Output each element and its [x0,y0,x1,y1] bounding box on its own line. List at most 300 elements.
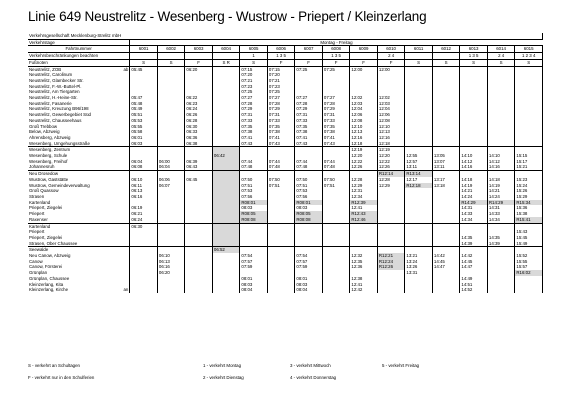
table-cell: F [295,59,323,66]
table-cell: 6014 [487,46,515,53]
table-cell: Fahrtnummer [28,46,130,53]
table-cell: 12:10 [350,124,378,130]
table-cell: 08:04 [240,287,268,293]
stop-name: Kleinzerlang, Kita [29,281,64,287]
stop-name: Neustrelitz, Chausseehaus [29,117,82,123]
table-cell: 12:06 [350,112,378,118]
table-cell: 05:48 [130,101,158,107]
table-cell: 14:21 [487,188,515,194]
table-cell: 15:21 [515,164,543,170]
stop-name: Neustrelitz, H.-Heine-Str. [29,95,78,101]
table-cell: Verkehrsbeschränkungen beachten [28,53,130,60]
table-cell: 12:57 [405,159,433,165]
table-cell: 15:45 [515,235,543,241]
stop-name: Wesenberg, Zentrum [29,147,71,153]
table-cell: 12:16 [377,135,405,141]
table-cell [157,53,185,60]
table-cell: 07:50 [322,177,350,183]
table-cell: 08:04 [295,287,323,293]
table-cell: 08:01 [295,276,323,282]
table-cell: F [185,59,213,66]
table-cell: 07:43 [322,141,350,147]
table-cell: 14:33 [460,211,488,217]
table-cell: R15:34 [515,200,543,206]
table-cell: 06:04 [130,159,158,165]
table-cell: 06:30 [130,223,158,229]
table-cell: 07:43 [295,141,323,147]
table-cell: 15:49 [515,241,543,247]
table-cell: 07:25 [240,89,268,95]
stop-name: Strasen, Ober Chaussee [29,240,78,246]
table-cell: 12:02 [350,95,378,101]
table-cell: S [515,59,543,66]
table-cell: S [405,59,433,66]
table-cell: R12:43 [350,211,378,217]
table-cell: 12:29 [377,183,405,189]
table-cell [487,287,515,293]
table-cell: 6012 [432,46,460,53]
table-cell: 07:28 [240,101,268,107]
table-cell: 06:11 [130,183,158,189]
table-cell: 06:39 [185,159,213,165]
table-cell: 07:28 [322,101,350,107]
table-cell: R14:29 [460,200,488,206]
table-cell: 13:07 [432,159,460,165]
table-cell: 13:31 [405,270,433,276]
table-cell: 14:24 [487,194,515,200]
table-cell: 06:08 [130,164,158,170]
table-cell: 12:03 [350,101,378,107]
table-cell: 07:48 [267,164,295,170]
table-cell: 12:08 [377,118,405,124]
table-cell: 13:24 [405,259,433,265]
table-cell [350,53,378,60]
table-cell: 15:23 [515,177,543,183]
table-cell: 06:13 [157,259,185,265]
table-cell [295,53,323,60]
stop-name: Strasen [29,193,45,199]
stop-name: Johannesruh [29,164,55,170]
header-restrictions-row [28,53,543,60]
table-cell: 6011 [405,46,433,53]
table-cell: 07:31 [267,112,295,118]
table-cell [130,287,158,293]
table-cell: 12:22 [377,159,405,165]
table-cell: 07:43 [267,141,295,147]
table-cell: 12:20 [377,153,405,159]
legend-item: 1 - verkehrt Montag [203,363,242,368]
table-cell: 06:00 [157,159,185,165]
stop-name: Wesenberg, Freihof [29,158,68,164]
table-cell: F [322,59,350,66]
table-cell: 6013 [460,46,488,53]
table-cell: 14:19 [487,183,515,189]
table-cell: 12:04 [350,106,378,112]
table-cell: 07:50 [267,177,295,183]
table-cell: 15:57 [515,264,543,270]
table-cell: S [130,59,158,66]
table-cell: R08:01 [240,200,268,206]
table-cell: 07:50 [240,177,268,183]
table-cell: 05:51 [130,112,158,118]
table-cell [515,287,543,293]
table-cell: 07:59 [295,264,323,270]
table-cell: 13:17 [432,177,460,183]
table-cell: 14:10 [487,153,515,159]
table-cell: 6007 [295,46,323,53]
table-cell: 05:49 [130,106,158,112]
table-cell: 05:53 [130,118,158,124]
table-cell: 12:28 [350,177,378,183]
table-cell: 07:35 [267,124,295,130]
stop-name: Grünplan [29,270,48,276]
table-cell: 15:17 [515,159,543,165]
stop-name: Wustrow, Gaststätte [29,176,69,182]
table-cell: 07:38 [240,129,268,135]
table-cell: 12:03 [377,101,405,107]
table-cell: 13:21 [405,253,433,259]
table-cell: 06:16 [130,194,158,200]
table-cell: 07:25 [322,66,350,72]
table-cell: 12:38 [350,276,378,282]
stop-name: Canow, Försterei [29,264,63,270]
table-cell: 07:33 [295,118,323,124]
table-cell: 6009 [350,46,378,53]
table-cell: 15:29 [515,194,543,200]
table-cell: 06:21 [130,211,158,217]
table-cell: 07:41 [267,135,295,141]
stop-name: Wesenberg, Schule [29,153,68,159]
table-cell: 14:42 [432,253,460,259]
table-cell: 08:03 [295,282,323,288]
table-cell: 07:29 [267,106,295,112]
table-cell [405,53,433,60]
table-cell: 14:45 [460,259,488,265]
table-cell: 14:19 [460,183,488,189]
stop-name: Wesenberg, Umgehungsstraße [29,140,90,146]
table-cell: 07:35 [240,124,268,130]
table-cell: 13:05 [432,153,460,159]
table-cell: 6002 [157,46,185,53]
table-cell: 07:15 [267,66,295,72]
stop-name: Neustrelitz, Kreuzung B96/198 [29,106,89,112]
table-cell: S R [212,59,240,66]
table-cell: 07:53 [295,188,323,194]
table-cell: 07:28 [295,101,323,107]
table-cell [185,287,213,293]
table-cell: 07:48 [322,164,350,170]
table-cell: R12:46 [350,217,378,223]
table-cell [432,53,460,60]
header-notes-row [28,59,543,66]
stop-name: Grünplan, Chaussee [29,275,70,281]
table-cell: 1 3 5 [267,53,295,60]
table-cell: 07:38 [322,129,350,135]
stop-name: Priepert [29,229,45,235]
table-cell: S [460,59,488,66]
table-cell: 12:41 [350,205,378,211]
table-cell: 6005 [240,46,268,53]
table-cell: 12:19 [350,147,378,153]
table-cell: R08:01 [295,200,323,206]
page-title: Linie 649 Neustrelitz - Wesenberg - Wustrow - Priepert / Kleinzerlang [28,9,427,24]
table-cell: 08:01 [240,276,268,282]
table-cell: 14:12 [460,159,488,165]
table-cell: 06:06 [157,177,185,183]
table-cell: 2 4 [487,53,515,60]
table-cell: 12:26 [377,164,405,170]
table-cell: 07:50 [295,177,323,183]
table-cell: 14:35 [487,235,515,241]
table-cell: 14:35 [460,235,488,241]
table-cell: 14:34 [460,217,488,223]
table-cell: 12:17 [405,177,433,183]
table-cell: 07:23 [267,84,295,90]
table-cell: 06:03 [130,141,158,147]
table-cell: 12:26 [350,164,378,170]
table-cell: 07:54 [295,253,323,259]
stop-name: Neu Canow, Abzweig [29,253,71,259]
table-cell [157,287,185,293]
table-cell: 07:51 [322,183,350,189]
stop-name: Neustrelitz, Am Tiergarten [29,89,80,95]
table-cell: 07:29 [322,106,350,112]
table-cell: 15:26 [515,188,543,194]
stop-name: Neustrelitz, ZOB [29,66,62,72]
stop-name: Groß Quassow [29,188,59,194]
table-cell [267,287,295,293]
table-cell: 06:33 [185,129,213,135]
table-cell: 12:34 [350,194,378,200]
table-cell: 07:21 [240,78,268,84]
table-cell: F [267,59,295,66]
table-cell: 14:12 [487,159,515,165]
table-cell: Montag - Freitag [130,39,543,46]
table-cell: S [157,59,185,66]
table-cell: 14:33 [487,211,515,217]
table-cell: 07:31 [295,112,323,118]
stop-name: Priepert, Ziegelei [29,205,63,211]
table-cell: 06:19 [130,205,158,211]
table-cell: Fußnoten [28,59,130,66]
stop-name: Seewalde [29,247,49,253]
table-cell: 05:58 [130,129,158,135]
table-cell: 15:15 [515,153,543,159]
table-cell [212,287,240,293]
table-cell: 07:44 [295,159,323,165]
table-cell: 14:39 [487,241,515,247]
table-cell: 07:41 [322,135,350,141]
table-cell: 06:52 [212,247,240,253]
table-cell: 15:24 [515,183,543,189]
stop-ab: ab [123,66,129,72]
table-cell: 06:42 [212,153,240,159]
table-cell: 06:38 [185,141,213,147]
table-cell: 12:42 [350,287,378,293]
header-trips-row [28,46,543,53]
table-cell: 12:32 [350,253,378,259]
table-cell: 15:36 [515,205,543,211]
table-cell: 07:21 [267,78,295,84]
table-cell: 06:07 [157,183,185,189]
table-cell: 06:24 [130,217,158,223]
table-cell: R15:41 [515,217,543,223]
stop-name: Neustrelitz, Glambecker Str. [29,77,84,83]
table-cell [432,287,460,293]
table-cell: 2 4 [377,53,405,60]
table-cell: 12:22 [350,159,378,165]
table-cell: 15:43 [515,229,543,235]
table-cell: 12:31 [350,188,378,194]
table-cell: 07:33 [322,118,350,124]
table-cell: 07:43 [240,141,268,147]
table-cell: 07:56 [240,194,268,200]
table-cell: 13:18 [432,183,460,189]
table-cell: 06:13 [130,188,158,194]
table-cell: 6008 [322,46,350,53]
table-cell: R08:05 [295,211,323,217]
table-cell: R12:14 [377,171,405,177]
table-cell: 12:00 [350,66,378,72]
table-cell: 14:24 [460,194,488,200]
stop-name: Neustrelitz, Carolinum [29,72,73,78]
legend-item: 4 - verkehrt Donnerstag [290,375,337,380]
table-cell: 07:41 [240,135,268,141]
stop-name: Raxenser [29,216,48,222]
table-cell: R08:08 [240,217,268,223]
legend-item: F - verkehrt nur in den Schulferien [28,375,95,380]
table-cell: 14:45 [432,259,460,265]
table-cell: 14:39 [460,241,488,247]
legend-item: S - verkehrt an Schultagen [28,363,80,368]
table-cell: R08:08 [295,217,323,223]
table-cell: 12:04 [377,106,405,112]
table-cell: 07:51 [295,183,323,189]
table-cell: 06:28 [185,118,213,124]
table-cell: 07:51 [267,183,295,189]
table-cell: 07:31 [240,112,268,118]
table-cell: 14:18 [460,177,488,183]
table-cell: 06:04 [157,164,185,170]
table-cell: 07:33 [267,118,295,124]
table-cell: 14:34 [487,217,515,223]
table-cell [130,53,158,60]
table-cell: R08:05 [240,211,268,217]
table-cell: 14:47 [460,264,488,270]
table-cell: 07:35 [322,124,350,130]
table-cell: R16:02 [515,270,543,276]
table-cell: R12:18 [405,183,433,189]
table-cell: 14:10 [460,153,488,159]
table-cell: 12:35 [350,259,378,265]
table-cell: 12:18 [350,141,378,147]
table-cell: 07:51 [240,183,268,189]
table-cell: R12:39 [350,200,378,206]
table-cell: 14:21 [460,188,488,194]
table-cell: 06:10 [157,253,185,259]
table-cell [28,287,130,293]
table-cell: 07:54 [240,253,268,259]
table-cell: 07:15 [240,66,268,72]
table-cell: 12:13 [350,129,378,135]
table-cell: 07:48 [240,164,268,170]
table-cell: 07:44 [240,159,268,165]
table-cell: 05:55 [130,124,158,130]
table-cell: 07:53 [240,188,268,194]
table-cell: R12:26 [377,264,405,270]
table-cell: 07:29 [240,106,268,112]
table-cell: 07:27 [267,95,295,101]
table-cell: 14:16 [460,164,488,170]
table-cell: 07:48 [295,164,323,170]
table-cell: 06:16 [157,264,185,270]
table-cell: 15:55 [515,259,543,265]
table-cell: 06:36 [185,135,213,141]
table-cell: 05:45 [130,66,158,72]
table-cell: 14:49 [460,276,488,282]
table-cell: 07:38 [295,129,323,135]
table-cell: 07:28 [267,101,295,107]
table-cell: 07:31 [322,112,350,118]
table-cell: 12:28 [377,177,405,183]
table-cell: 06:30 [185,124,213,130]
table-cell: 12:02 [377,95,405,101]
table-cell [185,53,213,60]
table-cell: 06:23 [185,101,213,107]
table-cell: 07:35 [295,124,323,130]
table-cell: 07:25 [295,66,323,72]
table-cell: 06:01 [130,135,158,141]
table-cell: 06:22 [185,95,213,101]
legend-item: 2 - verkehrt Dienstag [203,375,244,380]
stop-name: Kleinzerlang, Kirche [29,287,69,293]
table-cell: 07:27 [240,95,268,101]
table-cell: 1 3 5 [322,53,350,60]
table-cell: 07:29 [295,106,323,112]
table-cell: 07:25 [267,89,295,95]
table-cell: 08:03 [240,282,268,288]
table-cell: 12:55 [405,153,433,159]
table-cell: 12:18 [377,141,405,147]
table-cell: 14:42 [460,253,488,259]
table-cell: 06:45 [185,177,213,183]
table-cell: 12:08 [350,118,378,124]
table-cell: 6001 [130,46,158,53]
table-cell: 05:47 [130,95,158,101]
table-cell: 13:11 [405,164,433,170]
table-cell: R12:24 [377,259,405,265]
table-cell: 12:10 [377,124,405,130]
table-cell: 1 3 5 [460,53,488,60]
stop-name: Priepert [29,211,45,217]
table-cell: 07:27 [295,95,323,101]
table-cell: 6006 [267,46,295,53]
table-cell: 07:23 [240,84,268,90]
table-cell [405,287,433,293]
legend-item: 5 - verkehrt Freitag [382,363,420,368]
table-cell: 13:11 [432,164,460,170]
table-cell: 12:29 [350,183,378,189]
table-cell: 14:51 [460,282,488,288]
table-cell: 07:44 [322,159,350,165]
table-cell: 06:43 [185,164,213,170]
table-cell: 14:52 [460,287,488,293]
table-cell: 07:41 [295,135,323,141]
table-cell: 07:57 [295,259,323,265]
table-cell: F [377,59,405,66]
table-cell: R14:29 [487,200,515,206]
table-cell: 06:20 [157,270,185,276]
